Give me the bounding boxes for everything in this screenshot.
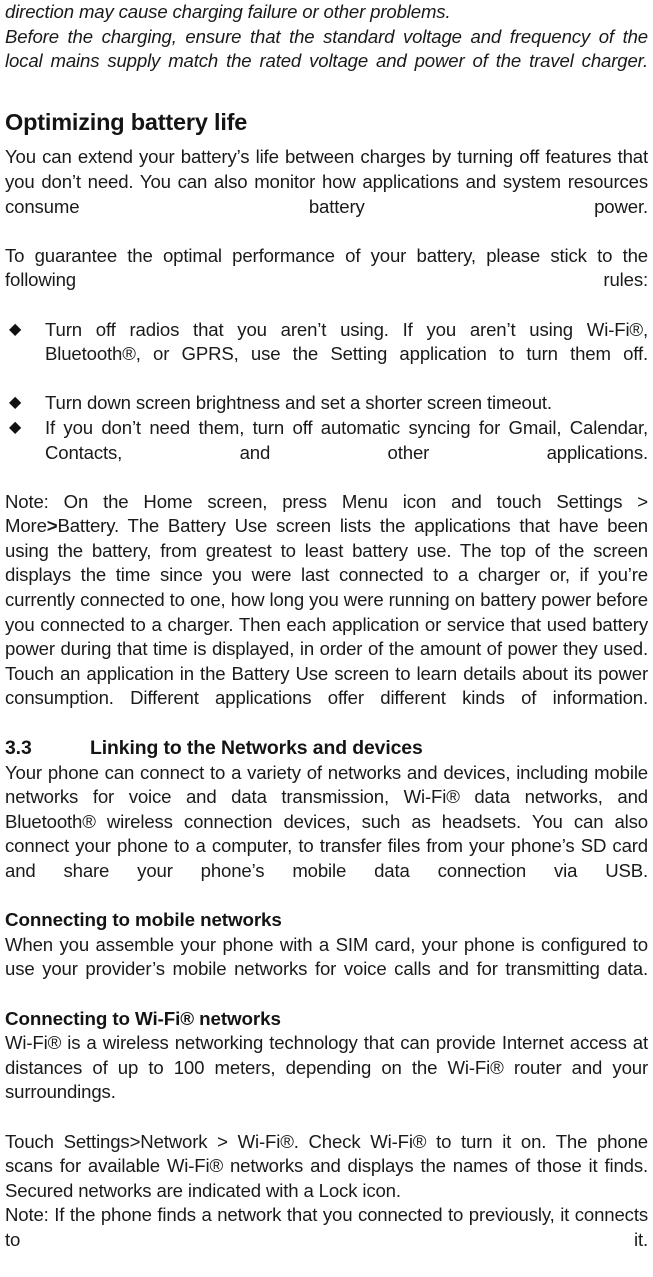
networks-intro-paragraph: Your phone can connect to a variety of networks and devices, including mobile networks for voice and data transmission, Wi-Fi® data networks, and Bluetooth® wireless connection devices, such as headsets. You can also connect your phone to a computer, to transfer files from your phone’s SD card and share your phone’s mobile data connection via USB.	[5, 761, 648, 881]
battery-intro-paragraph: You can extend your battery’s life between charges by turning off features that you don’t need. You can also monitor how applications and system resources consume battery power.	[5, 146, 648, 217]
list-item	[5, 416, 648, 490]
diamond-bullet-icon: ◆	[9, 394, 22, 412]
list-item	[5, 318, 648, 392]
breadcrumb-separator: >	[46, 515, 58, 537]
wifi-instructions-paragraph: Touch Settings>Network > Wi-Fi®. Check Wi-Fi® to turn it on. The phone scans for available Wi-Fi® networks and displays the names of those it finds. Secured networks are indicated with a Lock icon.	[5, 1130, 648, 1201]
diamond-bullet-icon: ◆	[9, 418, 22, 436]
section-heading-linking-networks	[5, 736, 648, 761]
battery-tips-list	[5, 318, 648, 490]
intro-continuation-line: direction may cause charging failure or other problems.	[5, 1, 451, 22]
page-title-optimizing-battery-life: Optimizing battery life	[5, 109, 248, 136]
subheading-connecting-wifi-networks: Connecting to Wi-Fi® networks	[5, 1007, 281, 1029]
section-number: 3.3	[5, 736, 32, 759]
note-text-after-separator: Battery. The Battery Use screen lists the applications that have been using the battery, from greatest to least battery use. The top of the screen displays the time since you were last connected to a charger or, if you’re currently connected to one, how long you were running on battery power before you connected to a charger. Then each application or service that used battery power during that time is displayed, in order of the amount of power they used. Touch an application in the Battery Use screen to learn details about its power consumption. Different applications offer different kinds of information.	[5, 515, 648, 709]
wifi-description-paragraph: Wi-Fi® is a wireless networking technology that can provide Internet access at distances of up to 100 meters, depending on the Wi-Fi® router and your surroundings.	[5, 1032, 648, 1103]
charging-warning-paragraph: Before the charging, ensure that the standard voltage and frequency of the local mains supply match the rated voltage and power of the travel charger.	[5, 25, 648, 72]
wifi-note-paragraph: Note: If the phone finds a network that you connected to previously, it connects to it.	[5, 1204, 648, 1250]
battery-use-note-paragraph	[5, 490, 648, 736]
list-item-label: Turn down screen brightness and set a shorter screen timeout.	[45, 392, 552, 414]
section-heading-label: Linking to the Networks and devices	[90, 736, 423, 759]
list-item-label: If you don’t need them, turn off automatic syncing for Gmail, Calendar, Contacts, and other applications.	[45, 416, 648, 463]
diamond-bullet-icon: ◆	[9, 320, 22, 338]
list-item-label: Turn off radios that you aren’t using. If you aren’t using Wi-Fi®, Bluetooth®, or GPRS, use the Setting application to turn them off.	[45, 318, 648, 365]
battery-rules-lead-in: To guarantee the optimal performance of your battery, please stick to the following rules:	[5, 244, 648, 291]
subheading-connecting-mobile-networks: Connecting to mobile networks	[5, 909, 282, 931]
note-text-before-separator: Note: On the Home screen, press Menu icon and touch Settings > More	[5, 490, 648, 537]
list-item	[5, 391, 648, 416]
mobile-networks-paragraph: When you assemble your phone with a SIM card, your phone is configured to use your provider’s mobile networks for voice calls and for transmitting data.	[5, 933, 648, 980]
